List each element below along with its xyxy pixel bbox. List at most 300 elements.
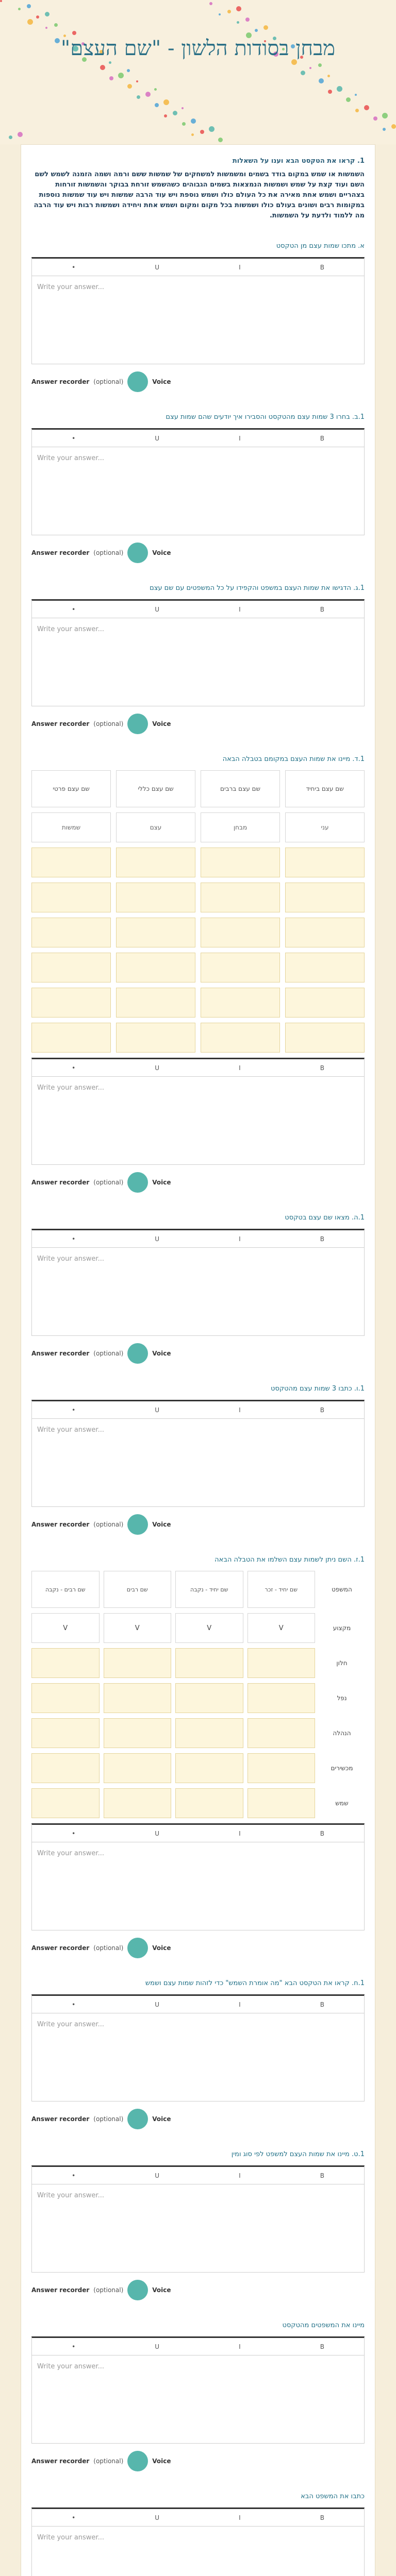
confetti-dot bbox=[164, 114, 167, 117]
confetti-dot bbox=[109, 76, 113, 80]
voice-label: Voice bbox=[152, 1350, 171, 1357]
confetti-dot bbox=[309, 67, 311, 69]
answer-block bbox=[31, 1994, 365, 2129]
confetti-dot bbox=[391, 124, 396, 129]
answer-recorder bbox=[31, 714, 365, 734]
form-card bbox=[21, 144, 375, 2576]
table-input-cell[interactable] bbox=[31, 1683, 100, 1713]
confetti-dot bbox=[263, 25, 268, 30]
recorder-label: Answer recorder bbox=[31, 2115, 90, 2123]
question-text: 1.ג. הדגישו את שמות העצם במשפט והקפידו על כל המשפטים עם שם עצם bbox=[150, 584, 365, 592]
question-text: 1.ז. השם ניתן לשמות עצם השלמו את הטבלה הבאה bbox=[214, 1556, 365, 1564]
table-input-cell[interactable] bbox=[116, 988, 195, 1018]
table-input-cell[interactable] bbox=[31, 988, 111, 1018]
toolbar-bold-button[interactable]: B bbox=[320, 2172, 324, 2179]
toolbar-bullets-button[interactable]: • bbox=[72, 1406, 76, 1414]
toolbar-underline-button[interactable]: U bbox=[155, 263, 160, 271]
answer-box bbox=[31, 257, 365, 364]
editor-toolbar bbox=[32, 601, 364, 618]
confetti-dot bbox=[27, 19, 33, 25]
table-mark-row bbox=[31, 1613, 365, 1643]
table-row bbox=[31, 988, 365, 1018]
confetti-dot bbox=[0, 0, 2, 2]
table-input-cell[interactable] bbox=[248, 1648, 316, 1678]
toolbar-italic-button[interactable]: I bbox=[239, 1064, 241, 1072]
confetti-dot bbox=[200, 130, 204, 134]
toolbar-italic-button[interactable]: I bbox=[239, 434, 241, 442]
table-input-cell[interactable] bbox=[285, 988, 365, 1018]
table-input-cell[interactable] bbox=[248, 1683, 316, 1713]
table-input-cell[interactable] bbox=[116, 918, 195, 947]
answer-input[interactable]: Write your answer... bbox=[37, 283, 104, 291]
page-title: מבחן בסודות הלשון - "שם העצם" bbox=[60, 37, 336, 60]
table-header-cell: שם עצם כללי bbox=[116, 770, 195, 807]
confetti-dot bbox=[127, 69, 130, 72]
table-input-cell[interactable] bbox=[175, 1683, 243, 1713]
answer-input[interactable]: Write your answer... bbox=[37, 2192, 104, 2199]
voice-label: Voice bbox=[152, 1179, 171, 1186]
confetti-dot bbox=[137, 95, 140, 99]
answer-box bbox=[31, 599, 365, 706]
table-input-cell[interactable] bbox=[248, 1788, 316, 1818]
table-input-cell[interactable] bbox=[31, 1023, 111, 1053]
toolbar-italic-button[interactable]: I bbox=[239, 605, 241, 613]
answer-recorder bbox=[31, 2451, 365, 2471]
table-row bbox=[31, 1753, 365, 1783]
recorder-optional: (optional) bbox=[93, 2458, 124, 2465]
table-input-cell[interactable] bbox=[201, 918, 280, 947]
table-input-cell[interactable] bbox=[31, 848, 111, 877]
confetti-dot bbox=[18, 8, 21, 10]
confetti-dot bbox=[318, 63, 322, 67]
question-9 bbox=[31, 2149, 365, 2300]
table-row bbox=[31, 883, 365, 912]
table-input-cell[interactable] bbox=[248, 1753, 316, 1783]
confetti-dot bbox=[45, 12, 50, 16]
table-row-label: מקצוע bbox=[333, 1624, 351, 1632]
confetti-dot bbox=[45, 27, 47, 29]
table-input-cell[interactable] bbox=[201, 953, 280, 982]
answer-box bbox=[31, 1994, 365, 2102]
recorder-optional: (optional) bbox=[93, 1521, 124, 1528]
confetti-dot bbox=[155, 103, 159, 107]
confetti-dot bbox=[337, 86, 342, 92]
question-text: 1.ה. מצאו שם עצם בטקסט bbox=[285, 1214, 365, 1222]
table-input-cell[interactable] bbox=[201, 883, 280, 912]
recorder-optional: (optional) bbox=[93, 720, 124, 727]
table-example-cell: שמשות bbox=[31, 812, 111, 842]
table-example-row bbox=[31, 812, 365, 842]
toolbar-underline-button[interactable]: U bbox=[155, 1235, 160, 1243]
toolbar-bold-button[interactable]: B bbox=[320, 1406, 324, 1414]
confetti-dot bbox=[255, 29, 258, 32]
table-input-cell[interactable] bbox=[116, 1023, 195, 1053]
toolbar-italic-button[interactable]: I bbox=[239, 1235, 241, 1243]
table-mark-cell: V bbox=[104, 1613, 172, 1643]
table-input-cell[interactable] bbox=[104, 1788, 172, 1818]
editor-toolbar bbox=[32, 430, 364, 447]
answer-box bbox=[31, 1400, 365, 1507]
confetti-dot bbox=[218, 138, 223, 142]
toolbar-underline-button[interactable]: U bbox=[155, 605, 160, 613]
table-input-cell[interactable] bbox=[201, 1023, 280, 1053]
table-row bbox=[31, 1718, 365, 1748]
record-button[interactable] bbox=[127, 1514, 148, 1535]
voice-label: Voice bbox=[152, 1944, 171, 1952]
toolbar-bold-button[interactable]: B bbox=[320, 1064, 324, 1072]
record-button[interactable] bbox=[127, 543, 148, 563]
table-input-cell[interactable] bbox=[31, 918, 111, 947]
question-8 bbox=[31, 1978, 365, 2129]
answer-recorder bbox=[31, 1514, 365, 1535]
table-input-cell[interactable] bbox=[285, 953, 365, 982]
table-input-cell[interactable] bbox=[175, 1788, 243, 1818]
toolbar-italic-button[interactable]: I bbox=[239, 1829, 241, 1837]
toolbar-bullets-button[interactable]: • bbox=[72, 1829, 76, 1837]
table-input-cell[interactable] bbox=[31, 1648, 100, 1678]
confetti-dot bbox=[236, 6, 241, 11]
table-example-cell: מבחן bbox=[201, 812, 280, 842]
toolbar-italic-button[interactable]: I bbox=[239, 2343, 241, 2350]
recorder-optional: (optional) bbox=[93, 1179, 124, 1186]
table-row-label: שמש bbox=[335, 1800, 349, 1807]
answer-box bbox=[31, 1058, 365, 1165]
table-row bbox=[31, 1683, 365, 1713]
voice-label: Voice bbox=[152, 720, 171, 727]
table-header-cell: שם עצם ביחיד bbox=[285, 770, 365, 807]
table-header-row bbox=[31, 770, 365, 807]
answer-input[interactable]: Write your answer... bbox=[37, 1255, 104, 1263]
table-mark-cell: V bbox=[31, 1613, 100, 1643]
record-button[interactable] bbox=[127, 371, 148, 392]
confetti-dot bbox=[319, 78, 324, 83]
editor-toolbar bbox=[32, 1401, 364, 1419]
confetti-dot bbox=[27, 4, 31, 8]
toolbar-bullets-button[interactable]: • bbox=[72, 2514, 76, 2521]
toolbar-bullets-button[interactable]: • bbox=[72, 605, 76, 613]
toolbar-italic-button[interactable]: I bbox=[239, 2514, 241, 2521]
recorder-optional: (optional) bbox=[93, 1944, 124, 1952]
answer-input[interactable]: Write your answer... bbox=[37, 2363, 104, 2370]
recorder-label: Answer recorder bbox=[31, 549, 90, 556]
table-row bbox=[31, 848, 365, 877]
confetti-dot bbox=[327, 75, 330, 77]
record-button[interactable] bbox=[127, 714, 148, 734]
question-10 bbox=[31, 2320, 365, 2471]
answer-block bbox=[31, 1400, 365, 1535]
confetti-dot bbox=[364, 105, 369, 110]
editor-toolbar bbox=[32, 2167, 364, 2184]
toolbar-bullets-button[interactable]: • bbox=[72, 2001, 76, 2008]
toolbar-bold-button[interactable]: B bbox=[320, 2001, 324, 2008]
table-input-cell[interactable] bbox=[104, 1648, 172, 1678]
question-7 bbox=[31, 1554, 365, 1958]
answer-recorder bbox=[31, 2109, 365, 2129]
answer-box bbox=[31, 1229, 365, 1336]
table-input-cell[interactable] bbox=[248, 1718, 316, 1748]
confetti-dot bbox=[36, 15, 39, 19]
answer-block bbox=[31, 2336, 365, 2471]
record-button[interactable] bbox=[127, 1938, 148, 1958]
toolbar-bold-button[interactable]: B bbox=[320, 1235, 324, 1243]
toolbar-bullets-button[interactable]: • bbox=[72, 2343, 76, 2350]
table-input-cell[interactable] bbox=[175, 1718, 243, 1748]
answer-input[interactable]: Write your answer... bbox=[37, 454, 104, 462]
table-input-cell[interactable] bbox=[116, 848, 195, 877]
toolbar-bold-button[interactable]: B bbox=[320, 605, 324, 613]
voice-label: Voice bbox=[152, 1521, 171, 1528]
table-input-cell[interactable] bbox=[104, 1718, 172, 1748]
editor-toolbar bbox=[32, 1230, 364, 1248]
table-input-cell[interactable] bbox=[31, 1718, 100, 1748]
questions-list bbox=[31, 241, 365, 2576]
confetti-dot bbox=[18, 132, 23, 137]
answer-recorder bbox=[31, 2280, 365, 2300]
voice-label: Voice bbox=[152, 378, 171, 385]
recorder-optional: (optional) bbox=[93, 549, 124, 556]
toolbar-underline-button[interactable]: U bbox=[155, 1829, 160, 1837]
table-input-cell[interactable] bbox=[31, 1753, 100, 1783]
toolbar-underline-button[interactable]: U bbox=[155, 2001, 160, 2008]
answer-block bbox=[31, 599, 365, 734]
answer-box bbox=[31, 428, 365, 535]
table-header-cell: שם עצם פרטי bbox=[31, 770, 111, 807]
answer-box bbox=[31, 2165, 365, 2273]
table-input-cell[interactable] bbox=[201, 988, 280, 1018]
table-input-cell[interactable] bbox=[116, 953, 195, 982]
toolbar-bullets-button[interactable]: • bbox=[72, 263, 76, 271]
recorder-optional: (optional) bbox=[93, 1350, 124, 1357]
confetti-dot bbox=[191, 133, 194, 136]
answer-input[interactable]: Write your answer... bbox=[37, 2534, 104, 2541]
question-5 bbox=[31, 1212, 365, 1364]
question-text: א. מתכו שמות עצם מן הטקסט bbox=[276, 242, 365, 250]
toolbar-underline-button[interactable]: U bbox=[155, 1406, 160, 1414]
table-input-cell[interactable] bbox=[285, 918, 365, 947]
confetti-dot bbox=[355, 94, 357, 96]
answer-block bbox=[31, 2165, 365, 2300]
table-input-cell[interactable] bbox=[31, 883, 111, 912]
record-button[interactable] bbox=[127, 1343, 148, 1364]
recorder-label: Answer recorder bbox=[31, 2286, 90, 2294]
answer-input[interactable]: Write your answer... bbox=[37, 2021, 104, 2028]
toolbar-italic-button[interactable]: I bbox=[239, 263, 241, 271]
question-text: 1.ח. קראו את הטקסט הבא "מה אומרת השמש" כדי לזהות שמות עצם ושמש bbox=[145, 1979, 365, 1987]
table-header-cell: שם רבים - נקבה bbox=[31, 1571, 100, 1608]
table-input-cell[interactable] bbox=[175, 1648, 243, 1678]
editor-toolbar bbox=[32, 1825, 364, 1842]
table-example-cell: עצם bbox=[116, 812, 195, 842]
answer-input[interactable]: Write your answer... bbox=[37, 625, 104, 633]
table-row-label: מכשירים bbox=[331, 1765, 353, 1772]
toolbar-bullets-button[interactable]: • bbox=[72, 1235, 76, 1243]
answer-input[interactable]: Write your answer... bbox=[37, 1084, 104, 1092]
confetti-dot bbox=[100, 65, 105, 70]
record-button[interactable] bbox=[127, 1172, 148, 1193]
confetti-dot bbox=[219, 13, 221, 15]
intro-heading: 1. קראו את הטקסט הבא וענו על השאלות bbox=[232, 157, 365, 165]
table-input-cell[interactable] bbox=[285, 1023, 365, 1053]
question-1 bbox=[31, 241, 365, 392]
table-header-cell: שם עצם ברבים bbox=[201, 770, 280, 807]
answer-block bbox=[31, 1058, 365, 1193]
confetti-dot bbox=[9, 135, 12, 139]
table-header-cell: שם יחיד - נקבה bbox=[175, 1571, 243, 1608]
editor-toolbar bbox=[32, 2338, 364, 2355]
confetti-dot bbox=[163, 99, 169, 105]
answer-recorder bbox=[31, 371, 365, 392]
answer-block bbox=[31, 1823, 365, 1958]
sort-table bbox=[31, 770, 365, 1053]
table-input-cell[interactable] bbox=[201, 848, 280, 877]
intro-section bbox=[31, 156, 365, 221]
answer-box bbox=[31, 2336, 365, 2444]
voice-label: Voice bbox=[152, 2115, 171, 2123]
recorder-label: Answer recorder bbox=[31, 720, 90, 727]
toolbar-bold-button[interactable]: B bbox=[320, 2343, 324, 2350]
toolbar-bold-button[interactable]: B bbox=[320, 1829, 324, 1837]
table-input-cell[interactable] bbox=[285, 848, 365, 877]
table-row-label: חלון bbox=[336, 1659, 348, 1667]
toolbar-bullets-button[interactable]: • bbox=[72, 2172, 76, 2179]
confetti-dot bbox=[154, 88, 157, 91]
toolbar-underline-button[interactable]: U bbox=[155, 2514, 160, 2521]
table-input-cell[interactable] bbox=[31, 953, 111, 982]
answer-recorder bbox=[31, 1172, 365, 1193]
table-input-cell[interactable] bbox=[104, 1683, 172, 1713]
editor-toolbar bbox=[32, 1996, 364, 2013]
question-3 bbox=[31, 583, 365, 734]
confetti-dot bbox=[136, 80, 138, 82]
toolbar-bold-button[interactable]: B bbox=[320, 2514, 324, 2521]
confetti-dot bbox=[182, 122, 186, 126]
table-input-cell[interactable] bbox=[285, 883, 365, 912]
table-header-cell: שם יחיד - זכר bbox=[248, 1571, 316, 1608]
table-row bbox=[31, 953, 365, 982]
question-2 bbox=[31, 412, 365, 563]
confetti-dot bbox=[72, 31, 76, 35]
table-example-cell: עני bbox=[285, 812, 365, 842]
confetti-dot bbox=[54, 23, 58, 27]
question-text: 1.ד. מיינו את שמות העצם במקומם בטבלה הבאה bbox=[222, 755, 365, 763]
editor-toolbar bbox=[32, 259, 364, 276]
recorder-optional: (optional) bbox=[93, 2115, 124, 2123]
question-text: 1.ט. מיינו את שמות העצם למשפט לפי סוג ומין bbox=[231, 2150, 365, 2158]
toolbar-italic-button[interactable]: I bbox=[239, 2172, 241, 2179]
table-input-cell[interactable] bbox=[104, 1753, 172, 1783]
toolbar-underline-button[interactable]: U bbox=[155, 434, 160, 442]
table-row-label: נפל bbox=[337, 1694, 347, 1702]
table-header-row bbox=[31, 1571, 365, 1608]
confetti-dot bbox=[209, 2, 212, 5]
recorder-label: Answer recorder bbox=[31, 1179, 90, 1186]
confetti-dot bbox=[173, 111, 177, 115]
recorder-label: Answer recorder bbox=[31, 2458, 90, 2465]
confetti-dot bbox=[355, 109, 359, 112]
toolbar-bullets-button[interactable]: • bbox=[72, 1064, 76, 1072]
confetti-dot bbox=[145, 92, 151, 97]
question-text: מיינו את המשפטים מהטקסט bbox=[282, 2321, 365, 2329]
table-corner-cell: המשפט bbox=[332, 1586, 352, 1593]
record-button[interactable] bbox=[127, 2451, 148, 2471]
recorder-label: Answer recorder bbox=[31, 1350, 90, 1357]
confetti-dot bbox=[328, 90, 332, 94]
answer-box bbox=[31, 1823, 365, 1930]
editor-toolbar bbox=[32, 1059, 364, 1077]
editor-toolbar bbox=[32, 2509, 364, 2527]
question-text: 1.ו. כתבו 3 שמות עצם מהטקסט bbox=[271, 1385, 365, 1393]
confetti-dot bbox=[118, 73, 124, 78]
toolbar-bullets-button[interactable]: • bbox=[72, 434, 76, 442]
confetti-dot bbox=[182, 107, 184, 109]
confetti-dot bbox=[346, 97, 351, 102]
question-text: 1.ב. בחרו 3 שמות עצם מהטקסט והסבירו איך יודעים שהם שמות עצם bbox=[166, 413, 365, 421]
toolbar-bold-button[interactable]: B bbox=[320, 434, 324, 442]
toolbar-underline-button[interactable]: U bbox=[155, 2343, 160, 2350]
voice-label: Voice bbox=[152, 549, 171, 556]
toolbar-bold-button[interactable]: B bbox=[320, 263, 324, 271]
answer-block bbox=[31, 1229, 365, 1364]
intro-text: השמשות או שמש במקום בודד בשמים ומשמשות למשחקים של שמשות ששם ורמה ושמה הזמנה לשמש לשם השם ועוד קצת על שמש ושמשות הנמצאות בשמים הגבוהים כשהשמש זורחת בבוקר והשמשות זורחות בצהריים ושמש אחת מאירה את כל העולם כולו ושמש נוספת ויש עוד הרבה שמשות ויש עוד שמשות נוספות במקומות רבים ושונים בעולם כולו ושמשות בכל מקום ומקום ושמש אחת ויחידה ושמשות רבות ויש עוד הרבה מה ללמוד ולדעת על השמשות. bbox=[34, 171, 365, 219]
answer-block bbox=[31, 257, 365, 392]
question-11 bbox=[31, 2491, 365, 2576]
table-header-cell: שם רבים bbox=[104, 1571, 172, 1608]
confetti-dot bbox=[301, 71, 305, 75]
recorder-optional: (optional) bbox=[93, 378, 124, 385]
toolbar-underline-button[interactable]: U bbox=[155, 2172, 160, 2179]
answer-recorder bbox=[31, 1343, 365, 1364]
answer-block bbox=[31, 2507, 365, 2576]
recorder-label: Answer recorder bbox=[31, 1521, 90, 1528]
table-input-cell[interactable] bbox=[31, 1788, 100, 1818]
voice-label: Voice bbox=[152, 2458, 171, 2465]
answer-recorder bbox=[31, 1938, 365, 1958]
table-row bbox=[31, 1023, 365, 1053]
answer-block bbox=[31, 428, 365, 563]
confetti-dot bbox=[237, 21, 239, 24]
recorder-optional: (optional) bbox=[93, 2286, 124, 2294]
header-banner bbox=[0, 0, 396, 144]
answer-recorder bbox=[31, 543, 365, 563]
question-6 bbox=[31, 1383, 365, 1535]
classify-table bbox=[31, 1571, 365, 1818]
confetti-dot bbox=[373, 116, 377, 121]
confetti-dot bbox=[191, 118, 196, 124]
confetti-dot bbox=[127, 84, 132, 89]
table-row bbox=[31, 1648, 365, 1678]
record-button[interactable] bbox=[127, 2109, 148, 2129]
toolbar-underline-button[interactable]: U bbox=[155, 1064, 160, 1072]
confetti-dot bbox=[209, 126, 214, 132]
confetti-dot bbox=[383, 128, 386, 131]
answer-input[interactable]: Write your answer... bbox=[37, 1850, 104, 1857]
question-text: כתבו את המשפט הבא bbox=[301, 2493, 365, 2500]
recorder-label: Answer recorder bbox=[31, 378, 90, 385]
question-4 bbox=[31, 754, 365, 1193]
table-input-cell[interactable] bbox=[175, 1753, 243, 1783]
answer-box bbox=[31, 2507, 365, 2576]
confetti-dot bbox=[382, 113, 388, 118]
table-row-label: הנהלה bbox=[333, 1730, 351, 1737]
table-input-cell[interactable] bbox=[116, 883, 195, 912]
record-button[interactable] bbox=[127, 2280, 148, 2300]
table-mark-cell: V bbox=[175, 1613, 243, 1643]
toolbar-italic-button[interactable]: I bbox=[239, 1406, 241, 1414]
answer-input[interactable]: Write your answer... bbox=[37, 1426, 104, 1434]
table-mark-cell: V bbox=[248, 1613, 316, 1643]
table-row bbox=[31, 1788, 365, 1818]
toolbar-italic-button[interactable]: I bbox=[239, 2001, 241, 2008]
